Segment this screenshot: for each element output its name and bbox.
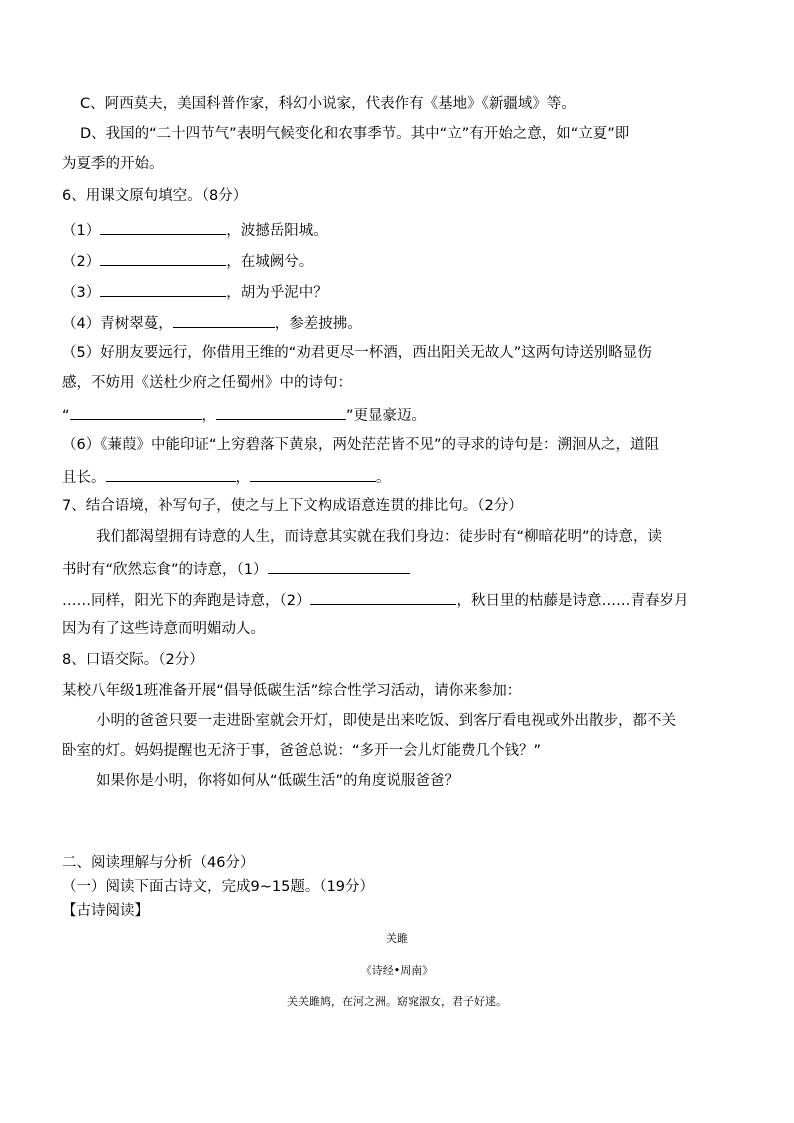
q6-p4-pre: 青树翠蔓， [100,316,173,332]
poem-title: 关雎 [386,932,408,945]
q6-p5-line2: 感，不妨用《送杜少府之任蜀州》中的诗句： [62,375,352,391]
q6-p2 [62,249,313,272]
blank-6-5b[interactable] [216,403,346,420]
q6-p2-num: （2） [62,254,101,270]
poem-source: 《诗经•周南》 [360,964,434,977]
q6-p5-tail: ”更显豪迈。 [346,408,427,424]
q7-line3-a: ……同样，阳光下的奔跑是诗意，（2） [62,593,311,609]
q6-p4-num: （4） [62,316,101,332]
q7-line4: 因为有了这些诗意而明媚动人。 [62,621,265,637]
q7-line2-text: 书时有“欣然忘食”的诗意，（1） [62,562,268,578]
part2-sub: （一）阅读下面古诗文，完成9~15题。（19分） [62,879,375,895]
item-d-line2: 为夏季的开始。 [62,156,164,172]
q6-p1-num: （1） [62,223,101,239]
q6-p1 [62,218,328,241]
item-c: C、阿西莫夫，美国科普作家，科幻小说家，代表作有《基地》《新疆域》等。 [80,96,576,112]
q8-line4: 如果你是小明，你将如何从“低碳生活”的角度说服爸爸？ [96,773,460,789]
poem-line-1: 关关雎鸠，在河之洲。窈窕淑女，君子好逑。 [287,995,507,1008]
q6-p6-line1: （6）《蒹葭》中能印证“上穷碧落下黄泉，两处茫茫皆不见”的寻求的诗句是：溯洄从之，道阻 [62,437,659,453]
q6-p6-pre: 且长。 [62,470,106,486]
poem-section-heading: 【古诗阅读】 [62,903,149,919]
q6-p5-line3 [62,403,426,426]
q6-p6-tail: 。 [376,470,391,486]
blank-6-3[interactable] [100,280,226,297]
q8-line1: 某校八年级1班准备开展“倡导低碳生活”综合性学习活动，请你来参加： [62,683,522,699]
q6-p6-sep: ， [235,470,250,486]
blank-7-1[interactable] [268,557,410,574]
q6-p5-sep: ， [201,408,217,424]
blank-6-6a[interactable] [106,465,236,482]
q7-line2 [62,557,410,580]
q6-p6-line2 [62,465,391,488]
q7-line3-b: ，秋日里的枯藤是诗意……青春岁月 [456,593,689,609]
q8-line2: 小明的爸爸只要一走进卧室就会开灯，即使是出来吃饭、到客厅看电视或外出散步，都不关 [96,713,676,729]
q6-p4 [62,311,362,334]
q6-p3-tail: ，胡为乎泥中？ [226,285,328,301]
blank-6-2[interactable] [100,249,226,266]
q6-p5-line1: （5）好朋友要远行，你借用王维的“劝君更尽一杯酒，西出阳关无故人”这两句诗送别略显伤 [62,345,652,361]
q6-p5-open: “ [62,408,70,424]
part2-heading: 二、阅读理解与分析（46分） [62,855,255,871]
blank-6-1[interactable] [100,218,226,235]
q6-p1-tail: ，波撼岳阳城。 [226,223,328,239]
q6-p4-tail: ，参差披拂。 [274,316,362,332]
q6-p2-tail: ，在城阙兮。 [226,254,314,270]
blank-6-6b[interactable] [250,465,376,482]
q8-line3: 卧室的灯。妈妈提醒也无济于事，爸爸总说：“多开一会儿灯能费几个钱？” [62,743,542,759]
blank-6-5a[interactable] [70,403,202,420]
q7-line1: 我们都渴望拥有诗意的人生，而诗意其实就在我们身边：徒步时有“柳暗花明”的诗意，读 [96,529,663,545]
blank-7-2[interactable] [310,588,456,605]
q6-p3 [62,280,328,303]
blank-6-4[interactable] [173,311,275,328]
q6-p3-num: （3） [62,285,101,301]
q8-heading: 8、口语交际。（2分） [62,652,204,668]
item-d-line1: D、我国的“二十四节气”表明气候变化和农事季节。其中“立”有开始之意，如“立夏”即 [80,126,630,142]
q7-line3 [62,588,688,611]
q6-heading: 6、用课文原句填空。（8分） [62,188,248,204]
q7-heading: 7、结合语境，补写句子，使之与上下文构成语意连贯的排比句。（2分） [62,498,523,514]
